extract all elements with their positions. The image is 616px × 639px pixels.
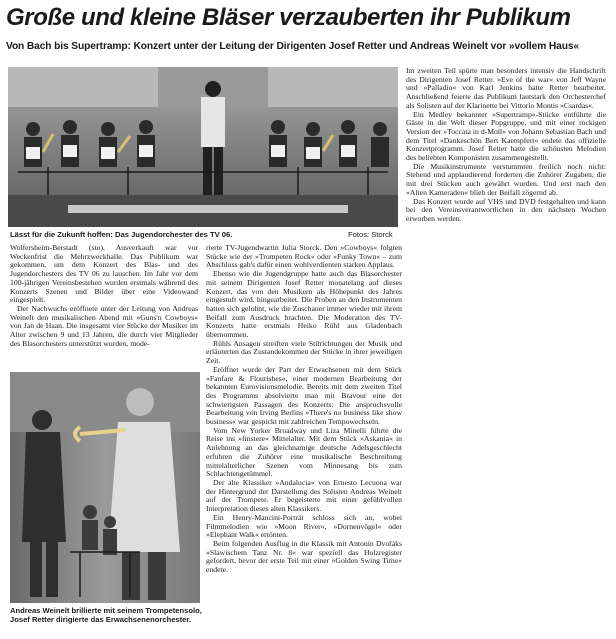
headline: Große und kleine Bläser verzauberten ihr Publikum (6, 4, 571, 31)
subheadline: Von Bach bis Supertramp: Konzert unter der Leitung der Dirigenten Josef Retter und Andreas Weinelt vor »vollem Haus« (6, 41, 579, 52)
col3-paragraph: Im zweiten Teil spürte man besonders intensiv die Handschrift des Dirigenten Josef Retter. »Eve of the war« von Jeff Wayne und »Palladio« von Karl Jenkins hatte Retter bearbeitet. Anschließend feierte das Publikum lautstark den Orchesterchef als Solisten auf der Klarinette bei Vittorio Montis »Csardas«. (406, 67, 606, 110)
photo-credit: Fotos: Storck (348, 230, 393, 239)
col3-paragraph: Ein Medley bekannter »Supertramp«-Stücke entführte die Gäste in die Welt dieser Popgruppe, und mit einer rockigen Version der »Toccata in d-Moll« von Johann Sebastian Bach und dem Titel »Dankeschön Bert Kaempfert« endete das offizielle Konzertprogramm. Josef Retter hatte die schönsten Melodien des beliebten Komponisten zusammengestellt. (406, 109, 606, 163)
photo2-caption: Andreas Weinelt brillierte mit seinem Trompetensolo, Josef Retter dirigierte das Erwachsenenorchester. (10, 606, 202, 624)
col2-paragraph: Der alte Klassiker »Andalucia« von Ernesto Lecuona war der Hintergrund der Darstellung des Solisten Andreas Weinelt auf der Trompete. Er begeisterte mit einer gefühlvollen Interpretation dieses alten Klassikers. (206, 477, 402, 514)
col2-paragraph: Beim folgenden Ausflug in die Klassik mit Antonín Dvořáks »Slawischem Tanz Nr. 8« war speziell das Holzregister gefordert, bevor der erste Teil mit einer »Golden Swing Time« endete. (206, 538, 402, 575)
col2-paragraph: Ein Henry-Mancini-Porträt schloss sich an, wobei Filmmelodien wie »Moon River«, »Dornenvögel« oder »Elephant Walk« ertönten. (206, 512, 402, 540)
col2-paragraph: rierte TV-Jugendwartin Julia Storck. Den »Cowboys« folgten Stücke wie der »Trompeten Rock« oder »Funky Town« – zum Abschluss gab's dafür einen wohlverdienten starken Applaus. (206, 244, 402, 270)
col2-paragraph: Vom New Yorker Broadway und Liza Minelli führte die Reise ins »finstere« Mittelalter. Mit dem Stück »Askania« in Anlehnung an das gleichnamige deutsche Adelsgeschlecht erfuhren die Zuhörer eine musikalische Beschreibung mittelalterlicher Szenen vom Minnesang bis zum Schlachtengetümmel. (206, 425, 402, 479)
photo1-caption: Lässt für die Zukunft hoffen: Das Jugendorchester des TV 06. (10, 230, 233, 239)
col2-paragraph: Eröffnet wurde der Part der Erwachsenen mit dem Stück »Fanfare & Flourishes«, einer modernen Bearbeitung der bekannten Eurovisionsmelodie. Bereits mit dem zweiten Titel des Programms absolvierte man mit Bravour eine der schwierigsten Passagen des Konzerts: Die anspruchsvolle Bearbeitung von Irving Berlins »There's no business like show business« war gespickt mit zahlreichen Tempowechseln. (206, 364, 402, 427)
photo-trumpet-soloist (10, 372, 200, 603)
article-column-3 (406, 67, 606, 283)
col1-paragraph: Der Nachwuchs eröffnete unter der Leitung von Andreas Weinelt den musikalischen Abend mit »Guns'n Cowboys« von Jan de Haan. Die insgesamt vier Stücke der Musiker im Alter zwischen 9 und 13 Jahren, die durch vier Mitglieder des Blasorchesters unterstützt wurden, mode- (10, 303, 198, 348)
article-column-1 (10, 244, 198, 370)
col3-paragraph: Das Konzert wurde auf VHS und DVD festgehalten und kann bei den Vereinsverantwortlichen in den nächsten Wochen erworben werden. (406, 196, 606, 223)
photo-youth-orchestra (8, 67, 398, 227)
col2-paragraph: Ebenso wie die Jugendgruppe hatte auch das Blasorchester mit seinem Dirigenten Josef Retter monatelang auf dieses Konzert, das von den Musikern als Höhepunkt des Jahres eingestuft wird, hingearbeitet. Die Proben an den Instrumenten hatten sich gelohnt, wie die Zuschauer immer wieder mit ihrem Beifall zum Ausdruck brachten. Die Moderation des TV-Konzerts hatte erstmals Heiko Rühl aus Gladenbach übernommen. (206, 269, 402, 340)
col2-paragraph: Rühls Ansagen streiften viele Stilrichtungen der Musik und erläuterten das Zustandekommen der Stücke in ihrer jeweiligen Zeit. (206, 338, 402, 366)
col1-paragraph: Wolfersheim-Berstadt (sto). Ausverkauft war vor Weckenfrist die Mehrzweckhalle. Das Publikum war gekommen, um dem Konzert des Blas- und des Jugendorchesters des TV 06 zu lauschen. Im Jahr vor dem 100-jährigen Vereinsbestehen wurden erstmals während des Konzerts Szenen und Bilder über eine Videowand eingespielt. (10, 244, 198, 305)
col3-paragraph: Die Musikinstrumente verstummten freilich noch nicht: Stehend und applaudierend forderten die Zuhörer Zugaben, die mit drei Stücken auch gewährt wurden. Und erst nach den »Alten Kameraden« blieb der Beifall zögernd ab. (406, 161, 606, 197)
article-column-2 (206, 244, 402, 636)
